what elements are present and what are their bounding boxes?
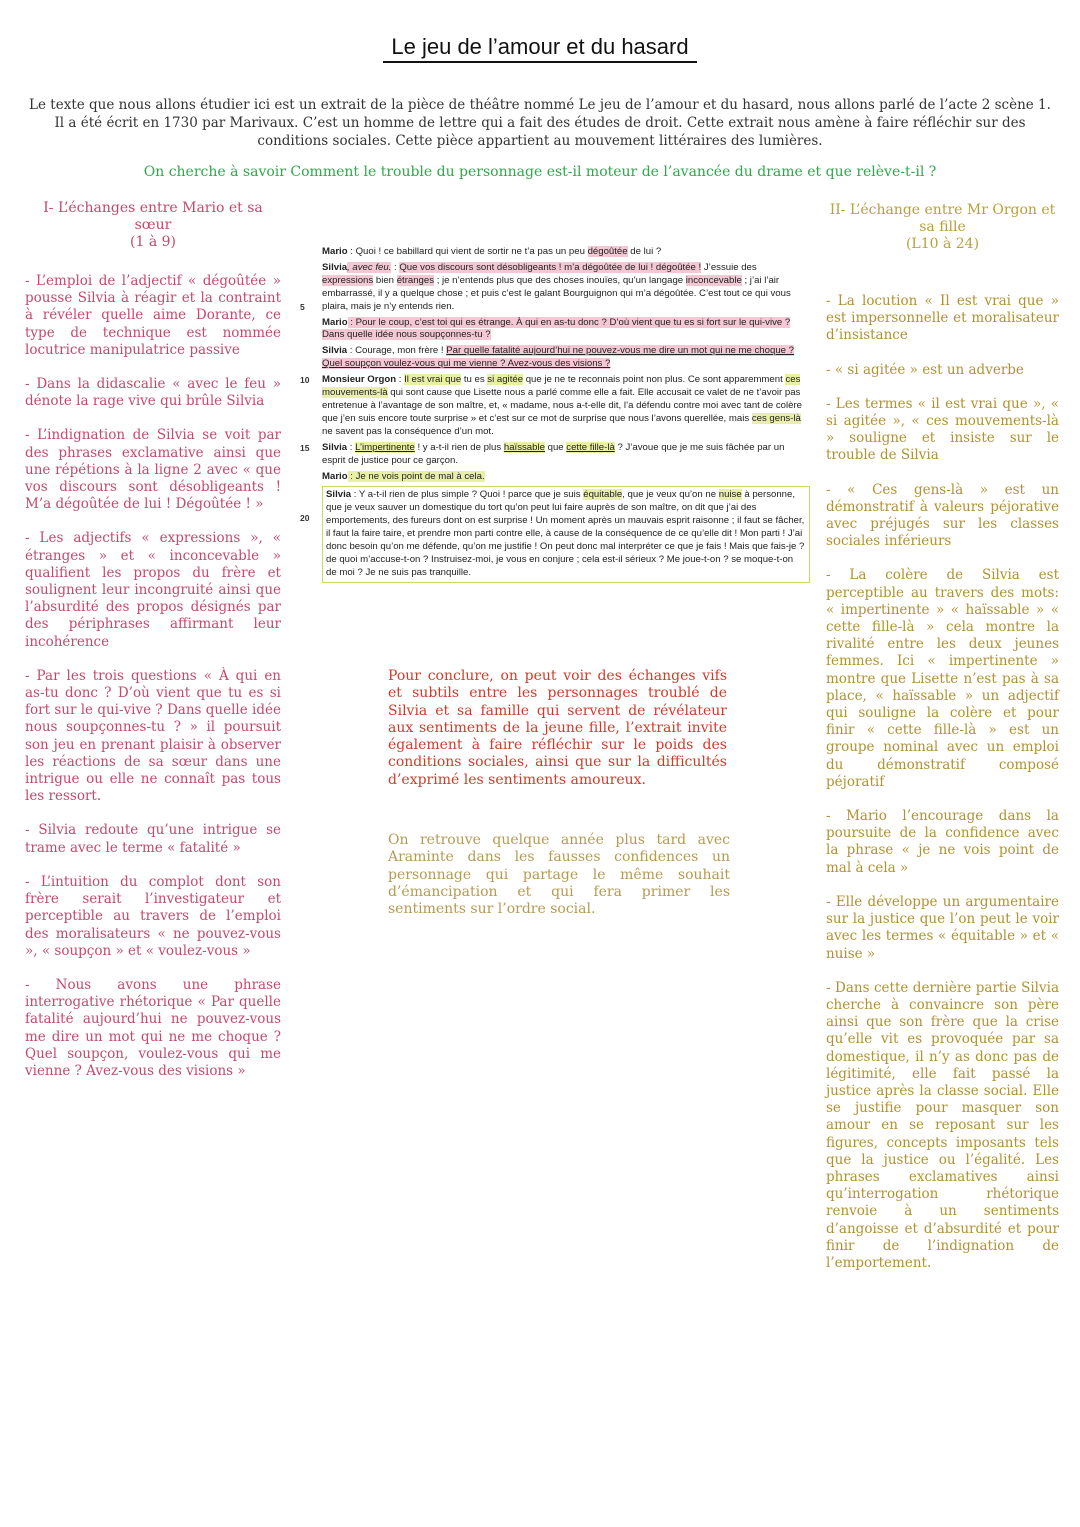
excerpt-text: ! y a-t-il rien de plus [414, 441, 504, 453]
excerpt-text: qui sont cause que Lisette nous a parlé comme elle a fait. Elle accusait ce valet de ne t’avoir pas entretenue à l’avantage de son maître, et, « madame, nous a-t-elle dit, l’a défendu contre moi avec tant de colère que j’en suis encore toute surprise » et c’est sur ce mot de surprise que nous l’avons querellée, mais [322, 387, 802, 424]
excerpt-line [300, 442, 810, 468]
excerpt-line [300, 471, 810, 484]
speaker-name: Silvia [326, 489, 352, 501]
excerpt-line [300, 486, 810, 582]
excerpt-text: ne savent pas la conséquence d’un mot. [322, 425, 494, 437]
excerpt-text: : [396, 374, 405, 386]
stage-direction: , avec feu. [347, 261, 392, 273]
excerpt-line [300, 317, 810, 343]
right-note: - Les termes « il est vrai que », « si agitée », « ces mouvements-là » souligne et insiste sur le trouble de Silvia [826, 395, 1059, 464]
highlight: inconcevable [685, 274, 742, 286]
right-note: - Elle développe un argumentaire sur la justice que l’on peut le voir avec les termes « équitable » et « nuise » [826, 893, 1059, 962]
speaker-name: Silvia [322, 441, 348, 453]
right-note: - Mario l’encourage dans la poursuite de la confidence avec la phrase « je ne vois point de mal à cela » [826, 808, 1059, 876]
opening-paragraph: On retrouve quelque année plus tard avec Araminte dans les fausses confidences un personnage qui partage le même souhait d’émancipation et qui fera primer les sentiments sur l’ordre social. [388, 832, 730, 918]
line-number: 15 [300, 442, 310, 453]
left-note: - L’indignation de Silvia se voit par des phrases exclamative ainsi que une répétions à la ligne 2 avec « que vos discours sont désobligeants ! M’a dégoûtée de lui ! Dégoûtée ! » [25, 427, 281, 513]
speaker-name: Monsieur Orgon [322, 374, 397, 386]
problematic-question: On cherche à savoir Comment le trouble du personnage est-il moteur de l’avancée du drame et que relève-t-il ? [143, 164, 937, 180]
excerpt-text: : Quoi ! ce babillard qui vient de sortir ne t’a pas un peu [347, 246, 588, 257]
line-number: 5 [300, 301, 305, 312]
left-column [25, 200, 281, 1097]
right-column [826, 202, 1059, 1289]
highlight: dégoûtée [587, 246, 628, 257]
highlight: nuise [718, 489, 742, 501]
excerpt-text: tu es [461, 374, 488, 386]
line-number: 20 [300, 513, 310, 524]
excerpt-text: bien [373, 274, 397, 286]
right-note: - La colère de Silvia est perceptible au travers des mots: « impertinente » « haïssable » « cette fille-là » cela montre la rivalité entre les deux jeunes femmes. Ici « impertinente » montre que Lisette n’est pas à sa place, « haïssable » un adjectif qui souligne la colère et pour finir « cette fille-là » est un groupe nominal avec un emploi du démonstratif composé péjoratif [826, 567, 1059, 790]
highlight: expressions [322, 274, 374, 286]
excerpt-text: , que je veux qu’on ne [622, 489, 719, 501]
left-note: - L’intuition du complot dont son frère serait l’investigateur et perceptible au travers de l’emploi des moralisateurs « ne pouvez-vous », « soupçon » et « voulez-vous » [25, 873, 281, 959]
excerpt-text: : [347, 441, 356, 453]
line-number: 10 [300, 375, 310, 386]
speaker-name: Mario [322, 470, 348, 482]
highlight: : Pour le coup, c’est toi qui es étrange. À qui en as-tu donc ? D’où vient que tu es si fort sur le qui-vive ? Dans quelle idée nous soupçonnes-tu ? [322, 316, 791, 341]
left-note: - Par les trois questions « À qui en as-tu donc ? D’où vient que tu es si fort sur le qui-vive ? Dans quelle idée nous soupçonnes-tu ? » il poursuit son jeu en prenant plaisir à observer les réactions de sa sœur dans une intrigue ou elle ne connaît pas tous les ressort. [25, 667, 281, 805]
speaker-name: Silvia [322, 345, 348, 357]
excerpt-line [300, 345, 810, 371]
left-note: - Dans la didascalie « avec le feu » dénote la rage vive qui brûle Silvia [25, 376, 281, 410]
highlight: haïssable [503, 441, 545, 453]
highlight: cette fille-là [566, 441, 615, 453]
highlight: : Je ne vois point de mal à cela. [347, 470, 485, 482]
right-heading-lines: (L10 à 24) [905, 236, 980, 252]
excerpt-text: ? J’avoue que je me suis fâchée par un esprit de justice pour ce garçon. [322, 441, 785, 466]
highlight: L’impertinente [355, 441, 415, 453]
highlight: équitable [583, 489, 623, 501]
highlight: Par quelle fatalité aujourd’hui ne pouvez-vous me dire un mot qui ne me choque ? Quel soupçon voulez-vous qui me vienne ? Avez-vous des visions ? [322, 345, 794, 370]
speaker-name: Silvia [322, 261, 348, 273]
excerpt-text: que [544, 441, 567, 453]
highlight: étranges [396, 274, 435, 286]
right-note: - « si agitée » est un adverbe [826, 361, 1024, 378]
excerpt-text: J’essuie des [701, 261, 757, 273]
highlight: Que vos discours sont désobligeants ! m’a dégoûtée de lui ! dégoûtée ! [399, 261, 702, 273]
left-note: - Les adjectifs « expressions », « étranges » et « inconcevable » qualifient les propos du frère et soulignent leur incongruité ainsi que l’absurdité des propos désignés par des périphrases affirmant leur incohérence [25, 530, 281, 650]
excerpt-text: : Courage, mon frère ! [347, 345, 447, 357]
left-heading-lines: (1 à 9) [130, 234, 176, 250]
excerpt-text: de lui ? [627, 246, 662, 257]
highlight: Il est vrai que [404, 374, 462, 386]
document-title: Le jeu de l’amour et du hasard [0, 34, 1080, 60]
highlight: si agitée [487, 374, 524, 386]
play-excerpt [300, 246, 810, 586]
speaker-name: Mario [322, 316, 348, 328]
excerpt-text: : [391, 261, 400, 273]
left-notes [25, 273, 281, 1080]
right-section-heading [826, 202, 1059, 253]
excerpt-text: ; je n’entends plus que des choses inouïes, qu’un langage [434, 274, 686, 286]
excerpt-text: que je ne te reconnais point non plus. Ce sont apparemment [523, 374, 786, 386]
excerpt-line [300, 246, 810, 259]
conclusion-paragraph: Pour conclure, on peut voir des échanges vifs et subtils entre les personnages troublé de Silvia et sa famille qui servent de révélateur aux sentiments de la jeune fille, l’extrait invite également à faire réfléchir sur le poids des conditions sociales, ainsi que sur la difficultés d’exprimé les sentiments amoureux. [388, 668, 727, 788]
right-note: - « Ces gens-là » est un démonstratif à valeurs péjorative avec préjugés sur les classes sociales inférieurs [826, 481, 1059, 550]
right-note: - La locution « Il est vrai que » est impersonnelle et moralisateur d’insistance [826, 293, 1059, 344]
left-note: - Silvia redoute qu’une intrigue se trame avec le terme « fatalité » [25, 822, 281, 856]
introduction-paragraph: Le texte que nous allons étudier ici est un extrait de la pièce de théâtre nommé Le jeu de l’amour et du hasard, nous allons parlé de l’acte 2 scène 1. Il a été écrit en 1730 par Marivaux. C’est un homme de lettre qui a fait des études de droit. Cette extrait nous amène à faire réfléchir sur des conditions sociales. Cette pièce appartient au mouvement littéraires des lumières. [29, 97, 1051, 149]
right-note: - Dans cette dernière partie Silvia cherche à convaincre son père ainsi que son frère que la crise qu’elle vit es provoquée par sa domestique, il n’y as donc pas de légitimité, elle fait passé la justice après la classe social. Elle se justifie pour masquer son amour en se reposant sur les figures, concepts imposants tels que la justice ou l’égalité. Les phrases exclamatives ainsi qu’interrogation rhétorique renvoie à un sentiments d’angoisse et d’absurdité et pour finir de l’indignation de l’emportement. [826, 979, 1059, 1271]
highlight: ces gens-là [751, 412, 801, 424]
excerpt-line [300, 374, 810, 439]
excerpt-box [322, 486, 810, 582]
left-heading-title: I- L’échanges entre Mario et sa sœur [43, 200, 263, 233]
right-heading-title: II- L’échange entre Mr Orgon et sa fille [829, 202, 1056, 235]
excerpt-text: : Y a-t-il rien de plus simple ? Quoi ! parce que je suis [351, 489, 584, 501]
excerpt-text: à personne, que je veux sauver un domestique du tort qu’on peut lui faire auprès de son maître, on dit que j’ai des emportements, des fureurs dont on est surprise ! Un moment après un mauvais esprit raisonne ; il faut se fâcher, il faut la faire taire, et prendre mon parti contre elle, à cause de la conséquence de ce qu’elle dit ! Mon parti ! J’ai donc besoin qu’on me défende, qu’on me justifie ! On peut donc mal interpréter ce que je fais ! Mais que fais-je ? de quoi m’accuse-t-on ? Instruisez-moi, je vous en conjure ; cela est-il sérieux ? Me joue-t-on ? se moque-t-on de moi ? Je ne suis pas tranquille. [326, 489, 805, 578]
speaker-name: Mario [322, 246, 348, 257]
left-section-heading [25, 200, 281, 251]
left-note: - Nous avons une phrase interrogative rhétorique « Par quelle fatalité aujourd’hui ne pouvez-vous me dire un mot qui ne me choque ? Quel soupçon, voulez-vous qui me vienne ? Avez-vous des visions » [25, 976, 281, 1079]
left-note: - L’emploi de l’adjectif « dégoûtée » pousse Silvia à réagir et la contraint à révéler quelle aime Dorante, ce type de technique est nommée locutrice manipulatrice passive [25, 273, 281, 358]
highlight: ces mouvements-là [322, 374, 801, 399]
excerpt-line [300, 262, 810, 314]
excerpt-text: ; j’ai l’air embarrassé, il y a quelque chose ; et puis c’est le galant Bourguignon qui m’a dégoûtée. C’est tout ce qui vous plaira, mais je n’y entends rien. [322, 274, 791, 312]
right-notes [826, 293, 1059, 1272]
